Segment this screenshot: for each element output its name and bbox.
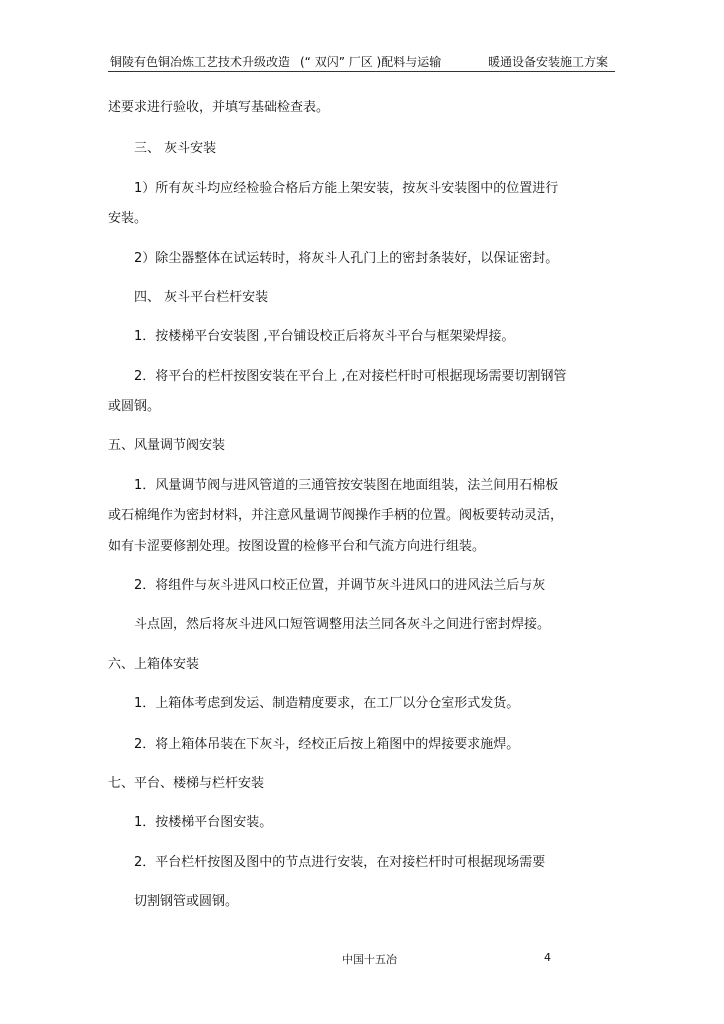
section-heading-7: 七、平台、楼梯与栏杆安装 bbox=[108, 776, 265, 791]
paragraph-line: 斗点固，然后将灰斗进风口短管调整用法兰同各灰斗之间进行密封焊接。 bbox=[134, 617, 551, 632]
paragraph-line: 或圆钢。 bbox=[108, 399, 161, 414]
paragraph-line: 2．将平台的栏杆按图安装在平台上 ,在对接栏杆时可根据现场需要切割钢管 bbox=[134, 369, 567, 384]
header-divider bbox=[108, 71, 615, 72]
paragraph-line: 2）除尘器整体在试运转时，将灰斗人孔门上的密封条装好，以保证密封。 bbox=[134, 251, 559, 266]
header-section-title: (“ 双闪” 厂区 )配料与运输 bbox=[300, 55, 442, 69]
paragraph-line: 1）所有灰斗均应经检验合格后方能上架安装，按灰斗安装图中的位置进行 bbox=[134, 181, 559, 196]
paragraph-line: 述要求进行验收，并填写基础检查表。 bbox=[108, 100, 330, 115]
header-document-title: 暖通设备安装施工方案 bbox=[488, 55, 609, 69]
paragraph-line: 1．上箱体考虑到发运、制造精度要求，在工厂以分仓室形式发货。 bbox=[134, 696, 520, 711]
page-number: 4 bbox=[544, 951, 551, 964]
paragraph-line: 1．按楼梯平台图安装。 bbox=[134, 815, 273, 830]
section-heading-6: 六、上箱体安装 bbox=[108, 657, 200, 672]
footer-company: 中国十五冶 bbox=[342, 953, 397, 966]
section-heading-5: 五、风量调节阀安装 bbox=[108, 438, 226, 453]
paragraph-line: 2．将组件与灰斗进风口校正位置，并调节灰斗进风口的进风法兰后与灰 bbox=[134, 578, 546, 593]
paragraph-line: 1．按楼梯平台安装图 ,平台铺设校正后将灰斗平台与框架梁焊接。 bbox=[134, 329, 515, 344]
paragraph-line: 2．将上箱体吊装在下灰斗，经校正后按上箱图中的焊接要求施焊。 bbox=[134, 737, 520, 752]
header-project-title: 铜陵有色铜冶炼工艺技术升级改造 bbox=[110, 55, 291, 69]
paragraph-line: 安装。 bbox=[108, 211, 148, 226]
paragraph-line: 如有卡涩要修割处理。按图设置的检修平台和气流方向进行组装。 bbox=[108, 539, 486, 554]
paragraph-line: 或石棉绳作为密封材料，并注意风量调节阀操作手柄的位置。阀板要转动灵活， bbox=[108, 508, 564, 523]
section-heading-3: 三、 灰斗安装 bbox=[134, 141, 217, 156]
paragraph-line: 2．平台栏杆按图及图中的节点进行安装，在对接栏杆时可根据现场需要 bbox=[134, 855, 546, 870]
paragraph-line: 切割钢管或圆钢。 bbox=[134, 894, 239, 909]
paragraph-line: 1．风量调节阀与进风管道的三通管按安装图在地面组装，法兰间用石棉板 bbox=[134, 478, 559, 493]
section-heading-4: 四、 灰斗平台栏杆安装 bbox=[134, 290, 269, 305]
